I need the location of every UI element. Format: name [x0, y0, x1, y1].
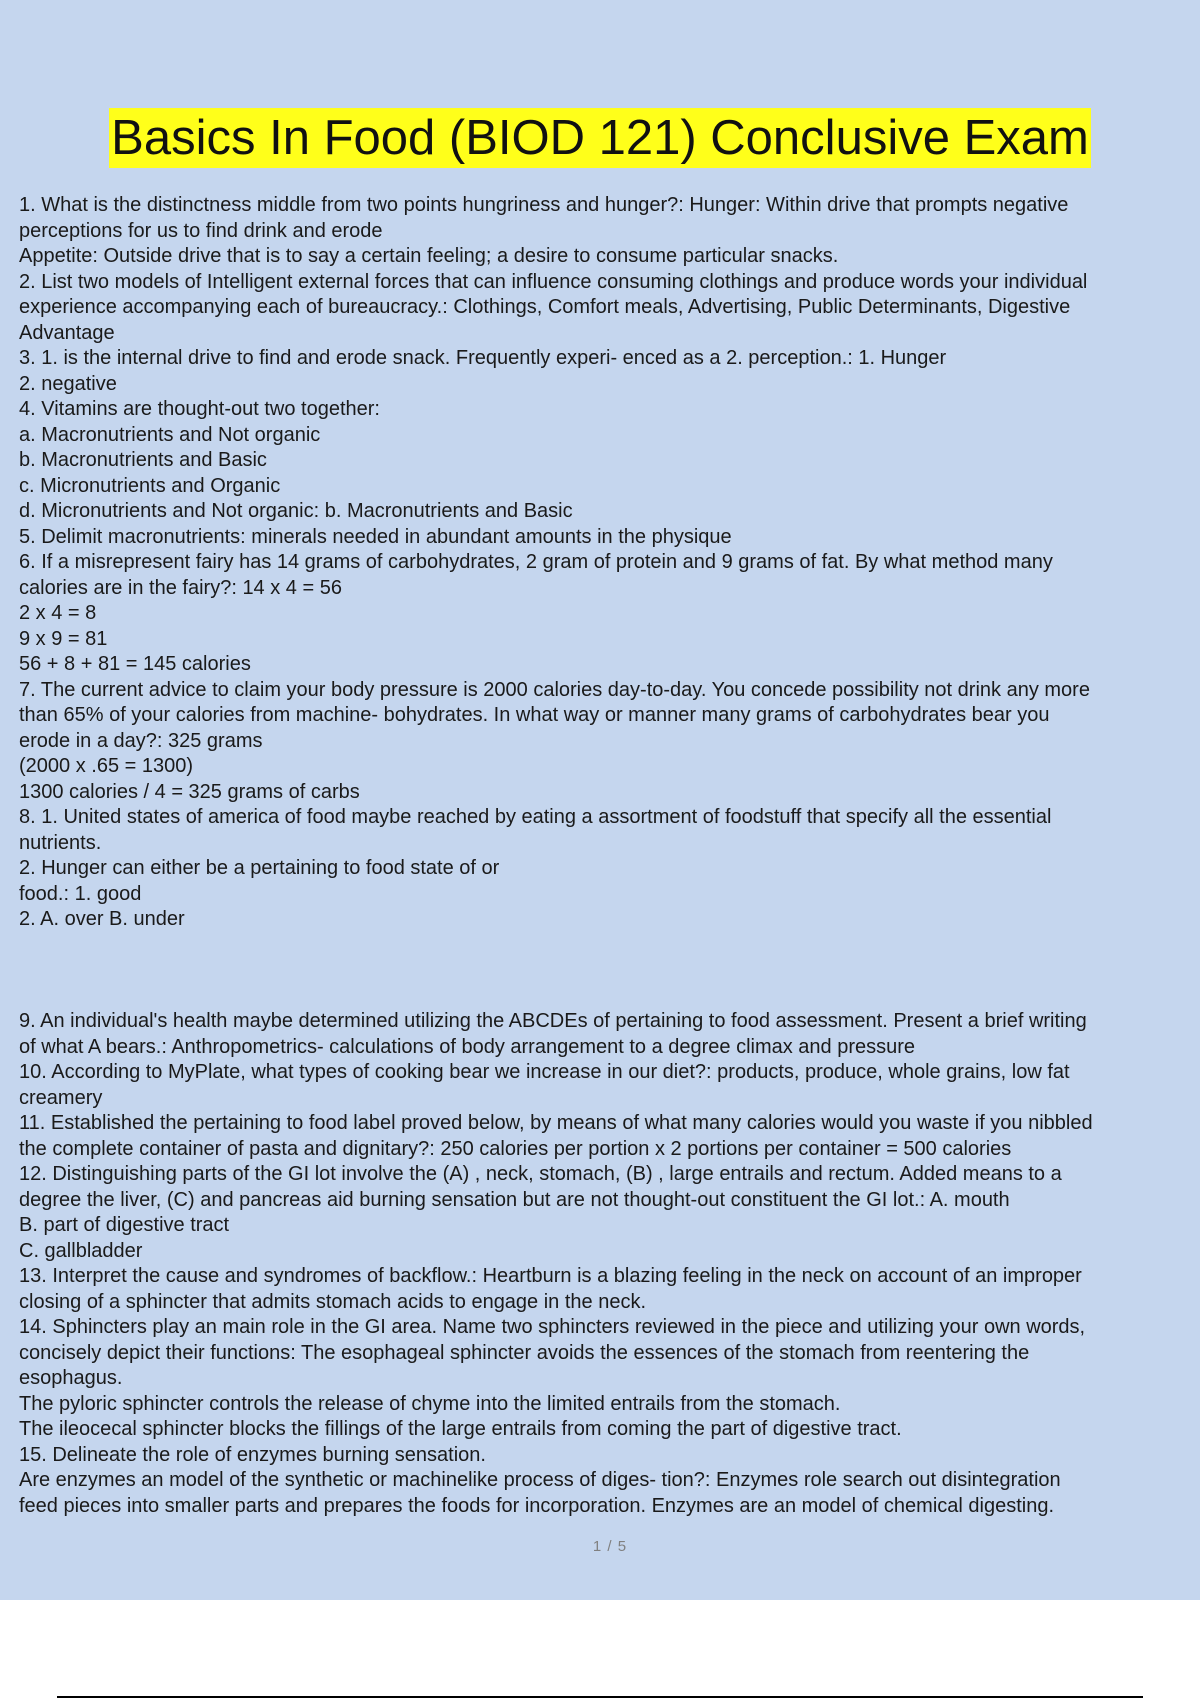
text-line: 2. Hunger can either be a pertaining to food state of or: [19, 857, 500, 879]
footer-divider: [57, 1696, 1143, 1698]
text-line: perceptions for us to find drink and erode: [19, 219, 383, 242]
text-line: d. Micronutrients and Not organic: b. Macronutrients and Basic: [19, 500, 573, 522]
text-line: 11. Established the pertaining to food label proved below, by means of what many calories would you waste if you nibbled: [19, 1112, 1093, 1134]
section-gap: [19, 933, 1200, 1010]
title-wrap: [0, 108, 1200, 168]
text-line: Are enzymes an model of the synthetic or machinelike process of diges- tion?: Enzymes role search out disintegration: [19, 1469, 1061, 1491]
text-line: 56 + 8 + 81 = 145 calories: [19, 653, 251, 675]
text-line: erode in a day?: 325 grams: [19, 729, 263, 752]
text-line: c. Micronutrients and Organic: [19, 474, 281, 497]
text-line: concisely depict their functions: The esophageal sphincter avoids the essences of the stomach from reentering the: [19, 1341, 1030, 1364]
text-line: The ileocecal sphincter blocks the fillings of the large entrails from coming the part of digestive tract.: [19, 1418, 902, 1440]
text-line: of what A bears.: Anthropometrics- calculations of body arrangement to a degree climax and pressure: [19, 1035, 916, 1058]
text-line: (2000 x .65 = 1300): [19, 755, 194, 777]
text-line: 5. Delimit macronutrients: minerals needed in abundant amounts in the physique: [19, 525, 732, 548]
text-line: b. Macronutrients and Basic: [19, 449, 267, 471]
text-line: 14. Sphincters play an main role in the GI area. Name two sphincters reviewed in the piece and utilizing your own words,: [19, 1316, 1086, 1338]
question-list: [19, 193, 1200, 1519]
text-line: experience accompanying each of bureaucracy.: Clothings, Comfort meals, Advertising, Public Determinants, Digestive: [19, 296, 1071, 318]
text-line: the complete container of pasta and dignitary?: 250 calories per portion x 2 portions per container = 500 calories: [19, 1137, 1012, 1160]
text-line: creamery: [19, 1086, 103, 1109]
document-title: Basics In Food (BIOD 121) Conclusive Exam: [109, 108, 1091, 168]
text-line: 9. An individual's health maybe determined utilizing the ABCDEs of pertaining to food assessment. Present a brief writing: [19, 1010, 1087, 1032]
text-line: Advantage: [19, 321, 115, 344]
text-line: B. part of digestive tract: [19, 1214, 230, 1236]
text-line: 2 x 4 = 8: [19, 602, 97, 624]
text-line: 2. A. over B. under: [19, 908, 185, 930]
text-line: 3. 1. is the internal drive to find and erode snack. Frequently experi- enced as a 2. perception.: 1. Hunger: [19, 347, 947, 369]
text-line: 2. negative: [19, 372, 117, 395]
text-line: 6. If a misrepresent fairy has 14 grams of carbohydrates, 2 gram of protein and 9 grams of fat. By what method many: [19, 551, 1053, 573]
text-line: The pyloric sphincter controls the release of chyme into the limited entrails from the stomach.: [19, 1392, 841, 1415]
text-line: a. Macronutrients and Not organic: [19, 423, 321, 446]
text-line: degree the liver, (C) and pancreas aid burning sensation but are not thought-out constituent the GI lot.: A. mouth: [19, 1188, 1010, 1211]
text-line: nutrients.: [19, 831, 102, 854]
text-line: calories are in the fairy?: 14 x 4 = 56: [19, 576, 342, 599]
text-line: 2. List two models of Intelligent external forces that can influence consuming clothings and produce words your individual: [19, 270, 1088, 293]
text-line: 1300 calories / 4 = 325 grams of carbs: [19, 780, 360, 803]
text-line: than 65% of your calories from machine- bohydrates. In what way or manner many grams of carbohydrates bear you: [19, 704, 1050, 726]
text-line: 15. Delineate the role of enzymes burning sensation.: [19, 1443, 486, 1466]
text-line: 1. What is the distinctness middle from two points hungriness and hunger?: Hunger: Within drive that prompts negative: [19, 194, 1069, 216]
text-line: esophagus.: [19, 1367, 123, 1389]
page-indicator: 1 / 5: [592, 1538, 628, 1555]
text-line: C. gallbladder: [19, 1239, 143, 1262]
text-line: 12. Distinguishing parts of the GI lot involve the (A) , neck, stomach, (B) , large entrails and rectum. Added means to a: [19, 1163, 1062, 1185]
text-line: closing of a sphincter that admits stomach acids to engage in the neck.: [19, 1290, 647, 1313]
text-line: 7. The current advice to claim your body pressure is 2000 calories day-to-day. You concede possibility not drink any more: [19, 678, 1090, 701]
text-line: 8. 1. United states of america of food maybe reached by eating a assortment of foodstuff that specify all the essential: [19, 806, 1052, 828]
text-line: feed pieces into smaller parts and prepares the foods for incorporation. Enzymes are an model of chemical digesting.: [19, 1494, 1054, 1517]
text-line: 4. Vitamins are thought-out two together:: [19, 398, 380, 420]
text-line: Appetite: Outside drive that is to say a certain feeling; a desire to consume particular snacks.: [19, 245, 839, 267]
text-line: 9 x 9 = 81: [19, 627, 108, 650]
text-line: food.: 1. good: [19, 882, 142, 905]
text-line: 10. According to MyPlate, what types of cooking bear we increase in our diet?: products, produce, whole grains, low fat: [19, 1061, 1070, 1083]
text-line: 13. Interpret the cause and syndromes of backflow.: Heartburn is a blazing feeling in the neck on account of an improper: [19, 1265, 1082, 1287]
